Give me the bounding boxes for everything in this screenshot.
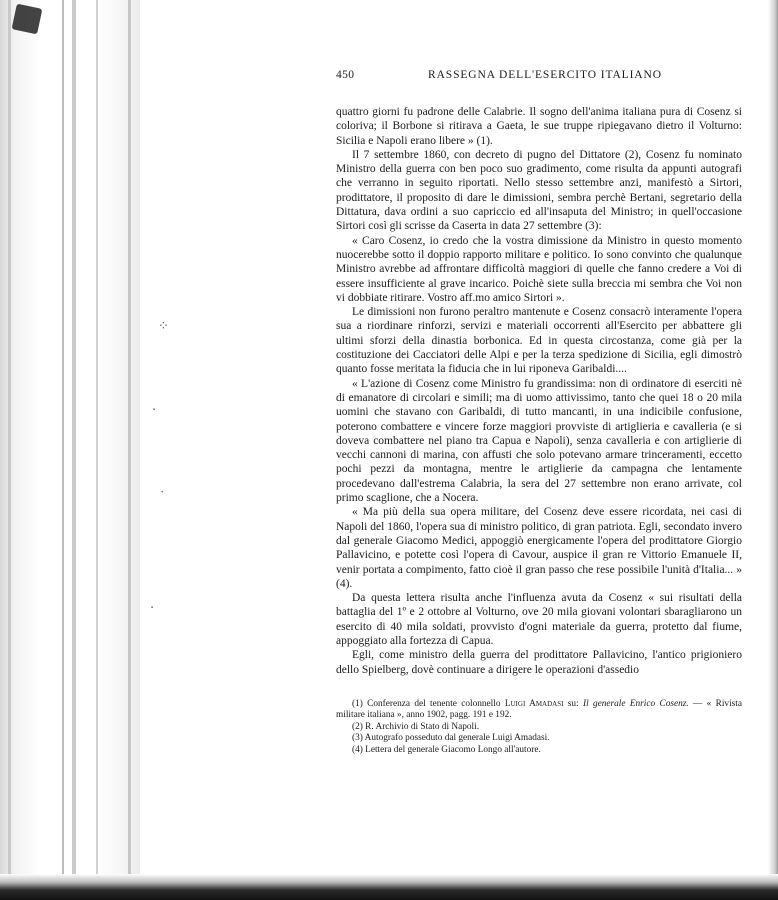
running-header — [336, 69, 742, 85]
scan-streak — [62, 0, 64, 900]
paragraph: quattro giorni fu padrone delle Calabrie. Il sogno dell'anima italiana pura di Cosenz si coloriva; il Borbone si ritirava a Gaeta, le sue truppe ripiegavano dietro il Volturno: Sicilia e Napoli erano libere » (1). — [336, 106, 742, 147]
footnote-3: (3) Autografo posseduto dal generale Luigi Amadasi. — [352, 733, 550, 744]
footnote-text: su: — [563, 699, 583, 709]
quotation-paragraph: « L'azione di Cosenz come Ministro fu grandissima: non di ordinatore di eserciti nè di emanatore di circolari e simili; ma di uomo attivissimo, tanto che quei 18 o 20 mila uomini che stavano con Garibaldi, di tutto mancanti, in una indicibile confusione, poterono combattere e vincere forze maggiori provviste di artiglieria e cavalleria (e si doveva combattere nel piano tra Capua e Napoli), senza cavalleria e con artiglierie di vecchi cannoni di marina, con affusti che solo potevano armare trinceramenti, eccetto pochi pezzi da montagna, mentre le artiglierie da campagna che lentamente procedevano dall'estrema Calabria, la sera del 27 settembre non erano arrivate, col primo scaglione, che a Nocera. — [336, 377, 742, 505]
paragraph: Egli, come ministro della guerra del prodittatore Pallavicino, l'antico prigioniero dello Spielberg, dovè continuare a dirigere le operazioni d'assedio — [336, 649, 742, 676]
footnote-2: (2) R. Archivio di Stato di Napoli. — [352, 721, 480, 732]
paragraph: Il 7 settembre 1860, con decreto di pugno del Dittatore (2), Cosenz fu nominato Ministro della guerra con ben poco suo gradimento, come risulta da appunti autografi che verranno in seguito riportati. Nello stesso settembre anzi, manifestò a Sirtori, prodittatore, il proposito di dare le dimissioni, sembra perchè Bertani, segretario della Dittatura, dava ordini a suo capriccio ed all'insaputa del Ministro; in quell'occasione Sirtori così gli scrisse da Caserta in data 27 settembre (3): — [336, 148, 742, 233]
scan-streak — [72, 0, 76, 900]
scan-streak — [8, 0, 11, 900]
scan-streak — [128, 0, 131, 900]
scan-speck: ⁘ — [158, 318, 169, 333]
scan-blot — [12, 4, 43, 35]
paragraph: Le dimissioni non furono peraltro mantenute e Cosenz consacrò interamente l'opera sua a riordinare rinforzi, servizi e materiali occorrenti all'Esercito per abbattere gli ultimi sforzi della dinastia borbonica. Ed in questa circostanza, come già per la costituzione dei Cacciatori delle Alpi e per la terza spedizione di Sicilia, egli dimostrò quanto fosse meritata la fiducia che in lui riponeva Garibaldi.... — [336, 306, 742, 376]
footnote-4: (4) Lettera del generale Giacomo Longo all'autore. — [352, 744, 541, 755]
body-text — [336, 105, 742, 677]
page-gutter-scan — [0, 0, 140, 900]
footnote-work-title: Il generale Enrico Cosenz. — [582, 699, 689, 709]
footnote-text: — « Rivista militare italiana », anno 1902, pagg. 191 e 192. — [336, 699, 742, 721]
scan-speck: ‧ — [150, 600, 155, 615]
scan-bottom-edge — [0, 874, 778, 900]
paragraph: Da questa lettera risulta anche l'influenza avuta da Cosenz « sui risultati della battaglia del 1º e 2 ottobre al Volturno, ove 20 mila giovani volontari sbaragliarono un esercito di 40 mila soldati, provvisto d'ogni materiale da guerra, protetto dal fiume, appoggiato alla fortezza di Capua. — [336, 592, 742, 647]
footnotes — [336, 699, 742, 756]
quotation-paragraph: « Ma più della sua opera militare, del Cosenz deve essere ricordata, nei casi di Napoli del 1860, l'opera sua di ministro politico, di gran patriota. Egli, secondato invero dal generale Giacomo Medici, appoggiò energicamente l'opera del prodittatore Giorgio Pallavicino, e potette così l'opera di Cavour, auspice il gran re Vittorio Emanuele II, venir portata a compimento, fatto cioè il gran passo che rese possibile l'unità d'Italia... » (4). — [336, 506, 742, 590]
footnote-text: (1) Conferenza del tenente colonnello — [352, 699, 505, 709]
scan-speck: ‧ — [152, 402, 157, 417]
footnote-1 — [336, 699, 742, 722]
scan-streak — [96, 0, 98, 900]
page-number: 450 — [336, 69, 355, 81]
page-edge-shadow — [768, 0, 778, 900]
quotation-paragraph: « Caro Cosenz, io credo che la vostra dimissione da Ministro in questo momento nuocerebbe sotto il doppio rapporto militare e politico. Io sono convinto che qualunque Ministro avrebbe ad affrontare difficoltà maggiori di quelle che fanno credere a Voi di essere insufficiente al grave incarico. Poichè siete sulla breccia mi sembra che Voi non vi dobbiate ritirare. Vostro aff.mo amico Sirtori ». — [336, 234, 742, 304]
scan-speck: · — [160, 484, 165, 499]
running-title: RASSEGNA DELL'ESERCITO ITALIANO — [428, 69, 662, 81]
footnote-author: Luigi Amadasi — [504, 699, 564, 709]
